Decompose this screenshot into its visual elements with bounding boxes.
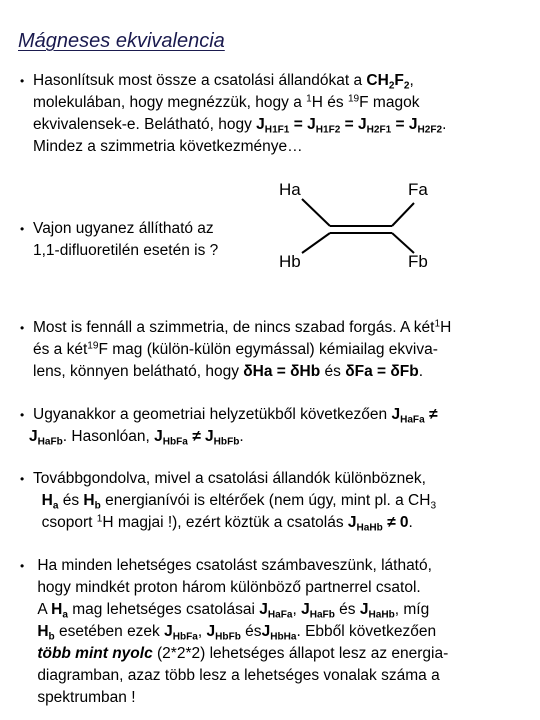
b6-line-3: A $H_a$ mag lehetséges csatolásai $J_{HaFa}$, $J_{HaFb}$ és $J_{HaHb}$, míg: [37, 601, 430, 621]
bullet-dot: •: [20, 559, 25, 573]
b3-line-2: és a két$^{19}$F mag (külön-külön egymással) kémiailag ekviva-: [33, 340, 438, 358]
atom-label-hb: Hb: [279, 252, 301, 271]
bullet-dot: •: [20, 222, 25, 236]
b5-line-2: $H_a$ és $H_b$ energianívói is eltérőek (nem úgy, mint pl. a $CH_3$: [41, 492, 437, 512]
b5-line-3: csoport $^1$H magjai !), ezért köztük a csatolás $J_{HaHb} \ne 0$.: [41, 513, 413, 534]
b4-line-1: Ugyanakkor a geometriai helyzetükből következően $J_{HaFa}$ ≠: [33, 406, 438, 426]
b1-line-1: Hasonlítsuk most össze a csatolási állandókat a $CH_2F_2$,: [33, 72, 414, 92]
bond-fa: [392, 203, 414, 226]
bullet-difluoroethylene-question: [20, 218, 219, 262]
b6-line-2: hogy mindkét proton három különböző partnerrel csatol.: [37, 579, 421, 596]
page-title: Mágneses ekvivalencia: [18, 30, 225, 52]
b2-line-2: 1,1-difluoretilén esetén is ?: [33, 242, 219, 259]
bullet-dot: •: [20, 472, 25, 486]
b4-line-2: $J_{HaFb}$. Hasonlóan, $J_{HbFa} \ne J_{HbFb}$.: [29, 428, 244, 448]
b3-line-3: lens, könnyen belátható, hogy δHa = δHb és δFa = δFb.: [33, 363, 424, 380]
atom-label-fb: Fb: [408, 252, 428, 271]
b6-line-6: diagramban, azaz több lesz a lehetséges vonalak száma a: [37, 667, 440, 684]
bullet-energy-levels: [20, 468, 437, 534]
bullet-dot: •: [20, 321, 25, 335]
b6-line-7: spektrumban !: [37, 689, 136, 706]
b1-line-3: ekvivalensek-e. Belátható, hogy $J_{H1F1} = J_{H1F2} = J_{H2F1} = J_{H2F2}$.: [33, 116, 447, 136]
bullet-symmetry: [20, 317, 452, 383]
bond-fb: [392, 233, 414, 253]
atom-label-fa: Fa: [408, 180, 428, 199]
b5-line-1: Továbbgondolva, mivel a csatolási állandók különböznek,: [33, 470, 426, 487]
b2-line-1: Vajon ugyanez állítható az: [33, 220, 214, 237]
b6-line-1: Ha minden lehetséges csatolást számbaveszünk, látható,: [37, 557, 432, 574]
bullet-all-couplings: [20, 555, 449, 709]
bullet-geometry: [20, 404, 438, 448]
bullet-dot: •: [20, 408, 25, 422]
atom-label-ha: Ha: [279, 180, 301, 199]
b1-line-2: molekulában, hogy megnézzük, hogy a $^1$H és $^{19}$F magok: [33, 93, 420, 111]
b6-line-4: $H_b$ esetében ezek $J_{HbFa}$, $J_{HbFb}$ ésJ$_{HbHa}$. Ebből következően: [37, 623, 437, 643]
b6-line-5: több mint nyolc (2*2*2) lehetséges állapot lesz az energia-: [37, 645, 449, 662]
bond-hb: [302, 233, 330, 253]
b3-line-1: Most is fennáll a szimmetria, de nincs szabad forgás. A két$^1$H: [33, 318, 452, 336]
bond-ha: [302, 199, 330, 226]
b1-line-4: Mindez a szimmetria következménye…: [33, 138, 303, 155]
bullet-dot: •: [20, 74, 25, 88]
